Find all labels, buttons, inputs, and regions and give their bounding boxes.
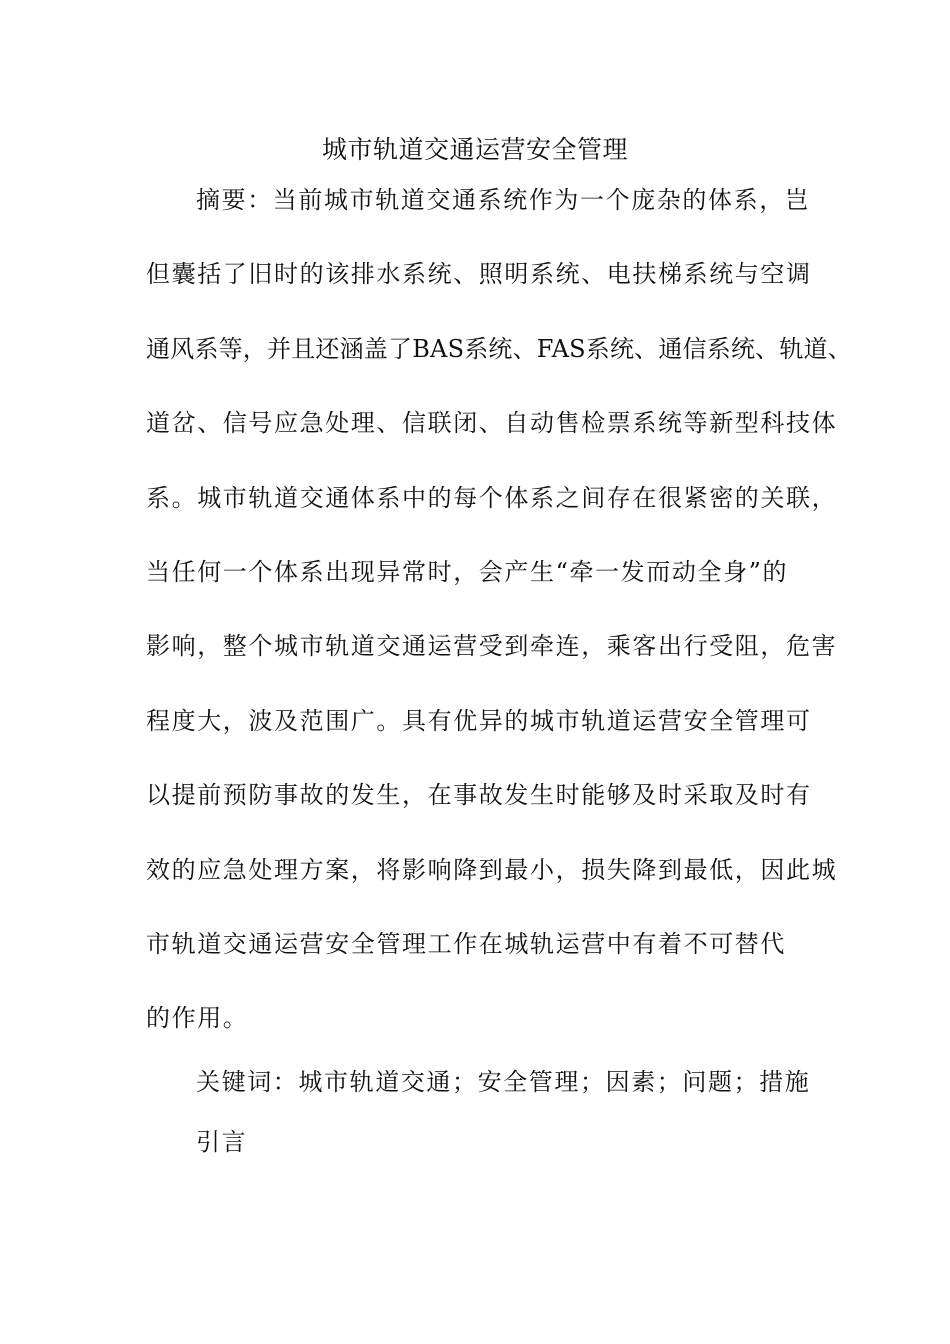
abstract-line: 效的应急处理方案，将影响降到最小，损失降到最低，因此城 <box>146 856 838 884</box>
abstract-line: 系。城市轨道交通体系中的每个体系之间存在很紧密的关联， <box>146 484 838 512</box>
abstract-line: 通风系等，并且还涵盖了BAS系统、FAS系统、通信系统、轨道、 <box>146 335 852 363</box>
abstract-line: 当任何一个体系出现异常时，会产生“牵一发而动全身”的 <box>146 558 789 586</box>
abstract-line: 以提前预防事故的发生，在事故发生时能够及时采取及时有 <box>146 781 812 809</box>
abstract-line: 但囊括了旧时的该排水系统、照明系统、电扶梯系统与空调 <box>146 260 812 288</box>
abstract-line: 程度大，波及范围广。具有优异的城市轨道运营安全管理可 <box>146 707 812 735</box>
section-heading-introduction: 引言 <box>196 1128 248 1156</box>
abstract-line: 摘要：当前城市轨道交通系统作为一个庞杂的体系，岂 <box>196 186 811 214</box>
document-title: 城市轨道交通运营安全管理 <box>321 135 628 164</box>
abstract-line: 的作用。 <box>146 1004 249 1032</box>
keywords-line: 关键词：城市轨道交通；安全管理；因素；问题；措施 <box>196 1068 811 1096</box>
abstract-line: 市轨道交通运营安全管理工作在城轨运营中有着不可替代 <box>146 930 786 958</box>
abstract-line: 影响，整个城市轨道交通运营受到牵连，乘客出行受阻，危害 <box>146 632 838 660</box>
abstract-line: 道岔、信号应急处理、信联闭、自动售检票系统等新型科技体 <box>146 409 838 437</box>
